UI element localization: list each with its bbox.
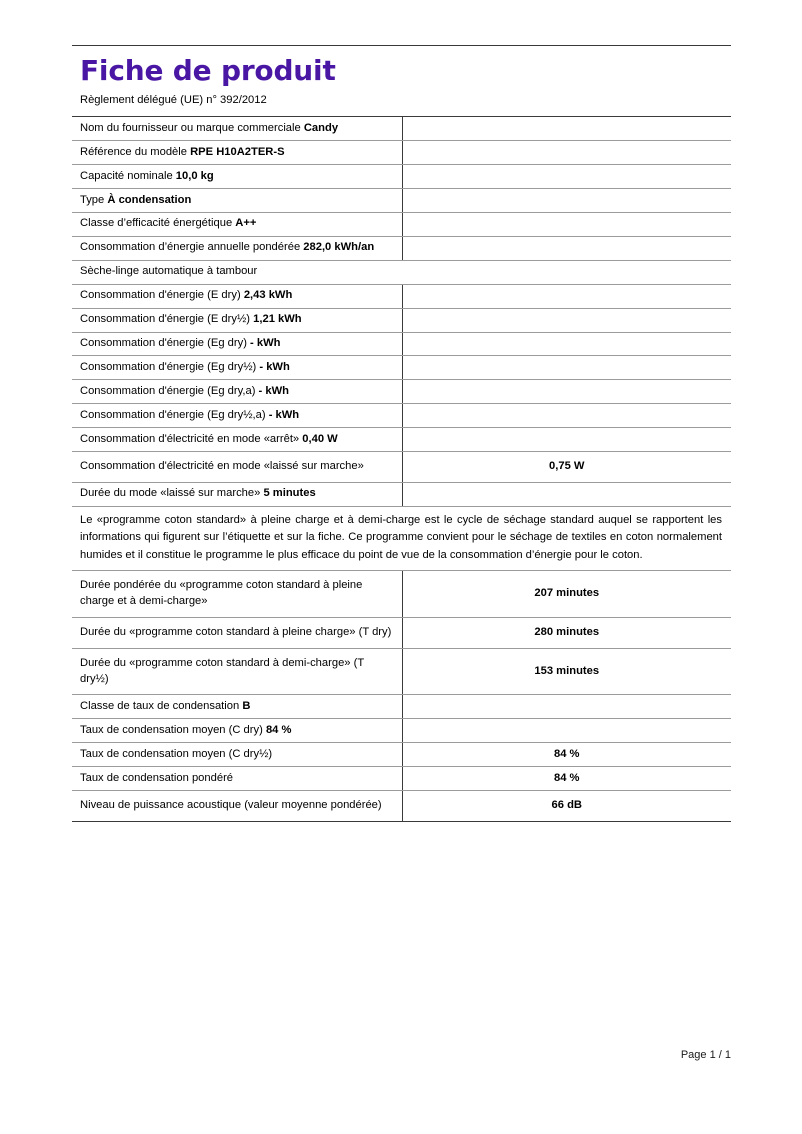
table-row	[72, 428, 731, 452]
spec-row-value: 0,75 W	[402, 452, 731, 483]
spec-label-text: Consommation d'énergie (E dry½)	[80, 313, 254, 326]
spec-row-label	[72, 482, 402, 506]
table-row	[72, 482, 731, 506]
table-row	[72, 308, 731, 332]
table-row	[72, 719, 731, 743]
spec-label-text: Niveau de puissance acoustique (valeur moyenne pondérée)	[80, 799, 382, 812]
spec-label-value: 5 minutes	[263, 487, 316, 500]
table-row	[72, 117, 731, 141]
table-row	[72, 506, 731, 570]
spec-label-text: Référence du modèle	[80, 145, 191, 158]
spec-label-value: - kWh	[268, 408, 300, 421]
spec-row-label	[72, 570, 402, 617]
spec-label-text: Taux de condensation moyen (C dry½)	[80, 747, 273, 760]
table-row	[72, 452, 731, 483]
spec-label-value: RPE H10A2TER-S	[190, 145, 285, 158]
spec-label-text: Durée pondérée du «programme coton standard à pleine charge et à demi-charge»	[80, 578, 363, 607]
spec-row-value	[402, 428, 731, 452]
page-title: Fiche de produit	[80, 54, 336, 87]
spec-row-value: 280 minutes	[402, 617, 731, 648]
spec-label-value: 0,40 W	[302, 432, 338, 445]
spec-row-label	[72, 356, 402, 380]
page-number: Page 1 / 1	[680, 1049, 731, 1061]
table-row	[72, 648, 731, 695]
spec-row-label	[72, 767, 402, 791]
spec-row-label	[72, 212, 402, 236]
standard-programme-note: Le «programme coton standard» à pleine charge et à demi-charge est le cycle de séchage standard auquel se rapportent les informations qui figurent sur l’étiquette et sur la fiche. Ce programme convient pour le séchage de textiles en coton normalement humides et il constitue le programme le plus efficace du point de vue de la consommation d’énergie pour le coton.	[72, 506, 731, 570]
table-row	[72, 236, 731, 260]
spec-row-value	[402, 236, 731, 260]
table-row	[72, 767, 731, 791]
table-row	[72, 356, 731, 380]
table-row	[72, 570, 731, 617]
spec-row-value	[402, 141, 731, 165]
spec-label-text: Classe de taux de condensation	[80, 699, 243, 712]
product-spec-table	[72, 116, 731, 822]
table-row	[72, 141, 731, 165]
spec-row-value	[402, 356, 731, 380]
spec-row-label	[72, 236, 402, 260]
spec-label-text: Consommation d'énergie (Eg dry)	[80, 337, 251, 350]
spec-row-label	[72, 791, 402, 822]
page-footer	[0, 1049, 802, 1061]
spec-label-value: B	[242, 699, 251, 712]
spec-row-label	[72, 648, 402, 695]
spec-row-value	[402, 482, 731, 506]
spec-row-value	[402, 212, 731, 236]
spec-row-value	[402, 332, 731, 356]
table-row	[72, 189, 731, 213]
spec-label-value: 2,43 kWh	[243, 289, 293, 302]
spec-label-text: Consommation d'énergie (Eg dry,a)	[80, 384, 259, 397]
spec-label-value: 84 %	[265, 723, 292, 736]
spec-row-label	[72, 428, 402, 452]
spec-row-label	[72, 695, 402, 719]
spec-label-text: Classe d’efficacité énergétique	[80, 217, 236, 230]
table-row	[72, 695, 731, 719]
spec-label-value: 10,0 kg	[175, 169, 214, 182]
table-row	[72, 617, 731, 648]
spec-row-value	[402, 404, 731, 428]
spec-label-text: Consommation d'électricité en mode «arrêt»	[80, 432, 303, 445]
spec-row-value: 207 minutes	[402, 570, 731, 617]
spec-row-label	[72, 284, 402, 308]
spec-label-value: À condensation	[107, 193, 192, 206]
spec-row-value: 66 dB	[402, 791, 731, 822]
spec-label-value: Candy	[303, 121, 339, 134]
spec-row-value	[402, 117, 731, 141]
spec-row-value	[402, 189, 731, 213]
spec-row-label	[72, 719, 402, 743]
spec-label-text: Consommation d'énergie (Eg dry½)	[80, 360, 260, 373]
table-row	[72, 380, 731, 404]
spec-label-text: Nom du fournisseur ou marque commerciale	[80, 121, 304, 134]
table-row	[72, 284, 731, 308]
regulation-subtitle: Règlement délégué (UE) n° 392/2012	[80, 94, 267, 107]
spec-label-text: Consommation d'énergie (E dry)	[80, 289, 244, 302]
spec-row-value: 153 minutes	[402, 648, 731, 695]
fiche-sheet	[72, 45, 731, 822]
spec-row-value	[402, 284, 731, 308]
spec-row-value	[402, 719, 731, 743]
spec-row-label	[72, 165, 402, 189]
spec-label-text: Taux de condensation pondéré	[80, 771, 234, 784]
table-row	[72, 332, 731, 356]
spec-row-label	[72, 617, 402, 648]
table-row	[72, 743, 731, 767]
table-row	[72, 791, 731, 822]
spec-label-text: Consommation d'énergie (Eg dry½,a)	[80, 408, 269, 421]
spec-row-full-label: Sèche-linge automatique à tambour	[72, 260, 731, 284]
spec-label-text: Consommation d'électricité en mode «laissé sur marche»	[80, 460, 364, 473]
spec-row-label	[72, 308, 402, 332]
spec-label-text: Durée du «programme coton standard à pleine charge» (T dry)	[80, 625, 392, 638]
spec-row-label	[72, 743, 402, 767]
spec-label-text: Taux de condensation moyen (C dry)	[80, 723, 266, 736]
spec-table-body	[72, 117, 731, 822]
spec-label-value: - kWh	[258, 384, 289, 397]
spec-label-text: Durée du mode «laissé sur marche»	[80, 487, 264, 500]
table-row	[72, 165, 731, 189]
spec-row-label	[72, 189, 402, 213]
spec-label-value: 1,21 kWh	[253, 313, 302, 326]
spec-row-label	[72, 117, 402, 141]
table-row	[72, 260, 731, 284]
spec-row-value: 84 %	[402, 767, 731, 791]
spec-label-value: - kWh	[250, 337, 281, 350]
spec-label-text: Consommation d’énergie annuelle pondérée	[80, 241, 304, 254]
spec-row-label	[72, 404, 402, 428]
spec-row-value	[402, 165, 731, 189]
table-row	[72, 212, 731, 236]
spec-row-value	[402, 308, 731, 332]
spec-row-label	[72, 332, 402, 356]
spec-label-text: Type	[80, 193, 108, 206]
spec-label-value: 282,0 kWh/an	[303, 241, 375, 254]
spec-row-label	[72, 452, 402, 483]
spec-row-label	[72, 380, 402, 404]
spec-label-value: - kWh	[259, 360, 290, 373]
spec-label-text: Durée du «programme coton standard à demi-charge» (T dry½)	[80, 656, 364, 685]
spec-row-value	[402, 695, 731, 719]
document-header	[72, 45, 731, 107]
spec-label-text: Capacité nominale	[80, 169, 176, 182]
spec-row-value	[402, 380, 731, 404]
spec-row-value: 84 %	[402, 743, 731, 767]
table-row	[72, 404, 731, 428]
spec-label-value: A++	[235, 217, 257, 230]
spec-row-label	[72, 141, 402, 165]
